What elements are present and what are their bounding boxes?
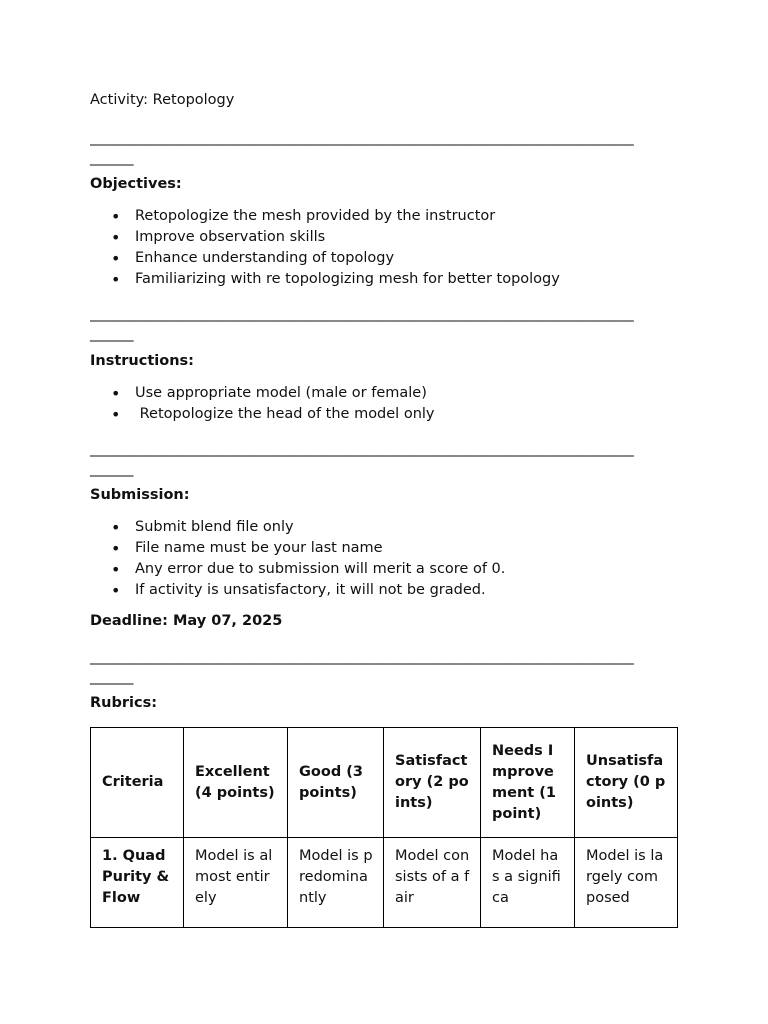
table-cell-criteria: 1. Quad Purity & Flow [91, 838, 184, 928]
column-header-unsatisfactory: Unsatisfactory (0 points) [575, 728, 678, 838]
divider-tail: ______ [90, 461, 134, 477]
list-item: • Improve observation skills [90, 227, 560, 248]
table-cell: Model is largely composed [575, 838, 678, 928]
list-item: • Retopologize the mesh provided by the instructor [90, 206, 560, 227]
submission-heading: Submission: [90, 487, 190, 503]
divider: ___________________________________________________________________________ [90, 649, 634, 665]
divider-tail: ______ [90, 669, 134, 685]
submission-list [90, 517, 505, 601]
table-header-row [91, 728, 678, 838]
list-item: • Use appropriate model (male or female) [90, 383, 435, 404]
list-item: • Retopologize the head of the model only [90, 404, 435, 425]
divider-tail: ______ [90, 326, 134, 342]
column-header-criteria: Criteria [91, 728, 184, 838]
deadline: Deadline: May 07, 2025 [90, 613, 283, 629]
table-cell: Model has a significa [481, 838, 575, 928]
objectives-heading: Objectives: [90, 176, 182, 192]
instructions-list [90, 383, 435, 425]
table-cell: Model consists of a fair [384, 838, 481, 928]
list-item: • File name must be your last name [90, 538, 505, 559]
list-item: • Submit blend file only [90, 517, 505, 538]
table-row [91, 838, 678, 928]
instructions-heading: Instructions: [90, 353, 194, 369]
activity-title: Activity: Retopology [90, 92, 235, 108]
column-header-needs-improvement: Needs Improvement (1 point) [481, 728, 575, 838]
column-header-satisfactory: Satisfactory (2 points) [384, 728, 481, 838]
divider: ___________________________________________________________________________ [90, 130, 634, 146]
rubrics-heading: Rubrics: [90, 695, 158, 711]
column-header-good: Good (3 points) [288, 728, 384, 838]
column-header-excellent: Excellent (4 points) [184, 728, 288, 838]
list-item: • Familiarizing with re topologizing mesh for better topology [90, 269, 560, 290]
divider: ___________________________________________________________________________ [90, 441, 634, 457]
rubric-table [90, 727, 678, 928]
table-cell: Model is predominantly [288, 838, 384, 928]
table-cell: Model is almost entirely [184, 838, 288, 928]
list-item: • If activity is unsatisfactory, it will not be graded. [90, 580, 505, 601]
list-item: • Any error due to submission will merit a score of 0. [90, 559, 505, 580]
divider-tail: ______ [90, 150, 134, 166]
objectives-list [90, 206, 560, 290]
list-item: • Enhance understanding of topology [90, 248, 560, 269]
divider: ___________________________________________________________________________ [90, 306, 634, 322]
